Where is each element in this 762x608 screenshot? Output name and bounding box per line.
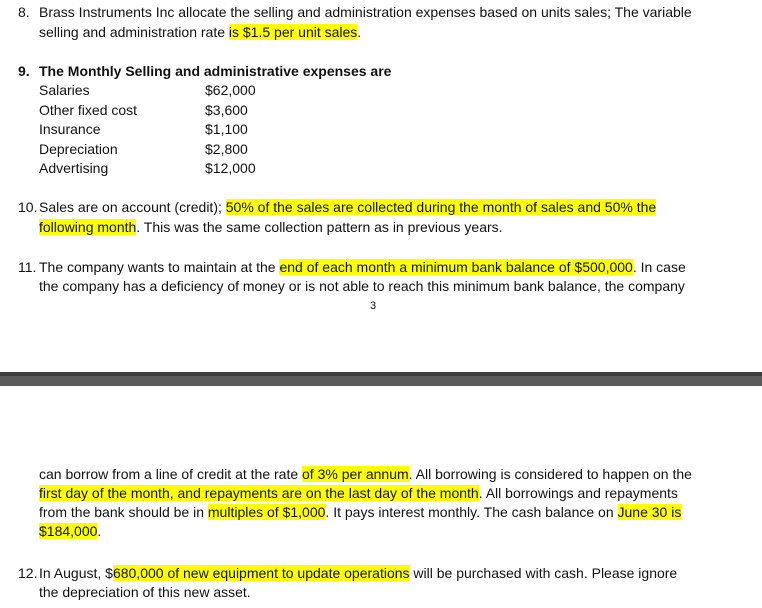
expense-label: Advertising [39,160,109,176]
highlight: first day of the month, and repayments are on the last day of the month [39,485,479,501]
continuation-line-4: $184,000. [39,523,102,539]
item-11-number: 11. [18,259,37,275]
highlight: $184,000 [39,523,98,539]
highlight: of 3% per annum [302,466,409,482]
expense-label: Insurance [39,121,101,137]
page-break [0,372,762,386]
item-8-line-2: selling and administration rate is $1.5 per unit sales. [39,24,362,40]
expense-label: Depreciation [39,141,118,157]
continuation-line-3: from the bank should be in multiples of $1,000. It pays interest monthly. The cash balance on June 30 is [39,504,682,520]
continuation-line-2: first day of the month, and repayments are on the last day of the month. All borrowings and repayments [39,485,678,501]
item-8-line-1: Brass Instruments Inc allocate the selling and administration expenses based on units sales; The variable [39,4,692,20]
item-12-line-1: In August, $680,000 of new equipment to update operations will be purchased with cash. Please ignore [39,565,678,581]
document-page-bottom [0,386,762,608]
item-9-heading: The Monthly Selling and administrative expenses are [39,63,392,79]
expense-label: Salaries [39,82,90,98]
item-10-line-2: following month. This was the same collection pattern as in previous years. [39,219,503,235]
highlight: 50% of the sales are collected during the month of sales and 50% the [225,199,657,215]
item-9-number: 9. [18,63,30,79]
item-8-number: 8. [18,4,30,20]
expense-value: $3,600 [205,102,248,118]
highlight: is $1.5 per unit sales [228,24,358,40]
item-10-line-1: Sales are on account (credit); 50% of the sales are collected during the month of sales and 50% the [39,199,657,215]
item-10-number: 10. [18,199,38,215]
continuation-line-1: can borrow from a line of credit at the rate of 3% per annum. All borrowing is considered to happen on the [39,466,692,482]
item-12-number: 12. [18,565,38,581]
expense-value: $2,800 [205,141,248,157]
page-number: 3 [370,300,377,312]
expense-value: $1,100 [205,121,248,137]
highlight: June 30 is [617,504,682,520]
expense-value: $62,000 [205,82,256,98]
item-11-line-2: the company has a deficiency of money or is not able to reach this minimum bank balance, the company [39,278,685,294]
expense-label: Other fixed cost [39,102,138,118]
highlight: multiples of $1,000 [207,504,326,520]
item-11-line-1: The company wants to maintain at the end of each month a minimum bank balance of $500,000. In case [39,259,686,275]
highlight: following month [39,219,137,235]
expense-value: $12,000 [205,160,256,176]
highlight: 680,000 of new equipment to update operations [112,565,410,581]
item-12-line-2: the depreciation of this new asset. [39,584,251,600]
highlight: end of each month a minimum bank balance of $500,000 [279,259,633,275]
